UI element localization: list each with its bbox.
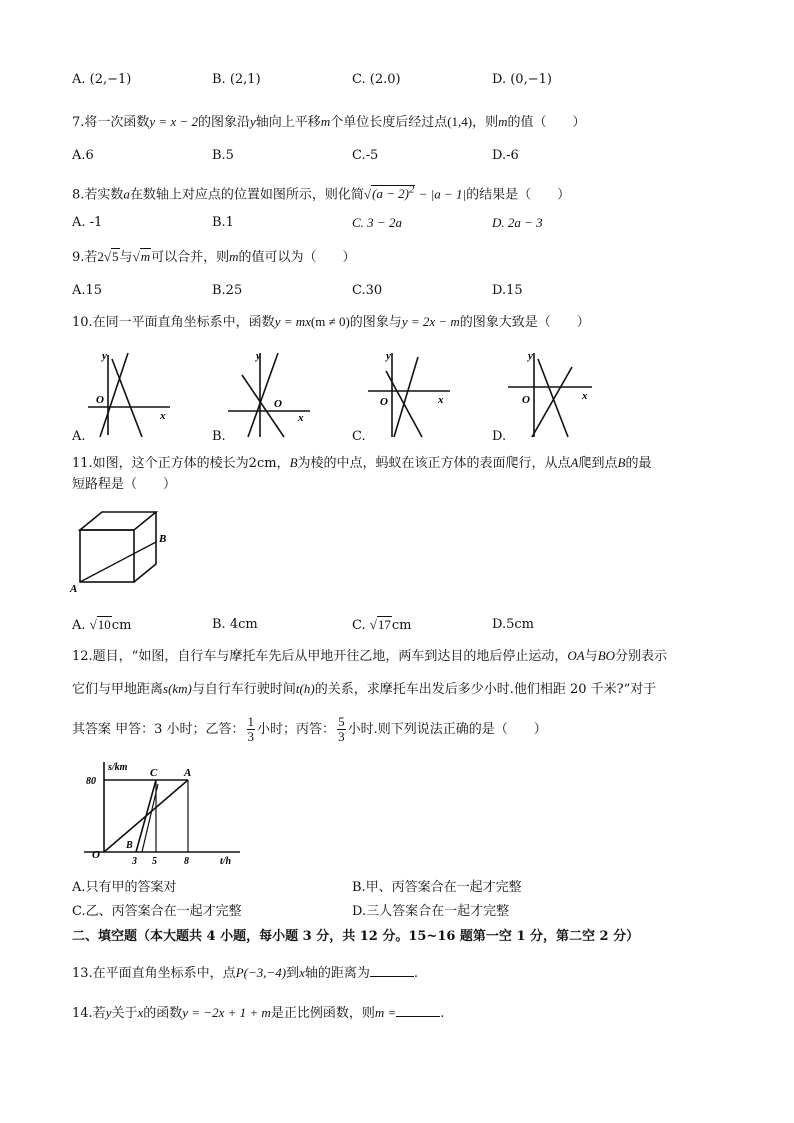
q11-stem-line1: 11.如图，这个正方体的棱长为2cm，B为棱的中点，蚂蚁在该正方体的表面爬行，从点A爬到点B的最 [72, 455, 652, 471]
q11-cube-figure [68, 500, 178, 595]
axis-label-y: y [102, 350, 107, 362]
q9-option-b: B.25 [212, 283, 243, 298]
q10-graph-b [220, 345, 330, 440]
q7-stem: 7.将一次函数y = x − 2的图象沿y轴向上平移m个单位长度后经过点(1,4)，则m的值（ ） [72, 114, 586, 130]
origin-label: O [96, 394, 104, 406]
q14-answer-blank[interactable] [396, 1016, 440, 1017]
origin-label: O [380, 396, 388, 408]
q14-stem: 14.若y关于x的函数y = −2x + 1 + m是正比例函数，则m = . [72, 1005, 445, 1021]
q12-stem-line2: 它们与甲地距离s(km)与自行车行驶时间t(h)的关系，求摩托车出发后多少小时.他们相距 20 千米?”对于 [72, 681, 657, 697]
q9-option-c: C.30 [352, 283, 383, 298]
q7-option-d: D.-6 [492, 148, 519, 163]
q7-option-a: A.6 [72, 148, 94, 163]
point-c-label: C [150, 767, 158, 779]
q12-stem-line3: 其答案 甲答：3 小时；乙答： $\frac{1}{3}$ 小时；丙答： $\frac{5}{3}$ 小时.则下列说法正确的是（ ） [72, 714, 547, 744]
x-tick-8: 8 [184, 856, 189, 866]
q8-stem: 8.若实数a在数轴上对应点的位置如图所示，则化简$√(a - 2)^2 - |a - 1|$的结果是（ ） [72, 184, 571, 203]
q12-option-c: C.乙、丙答案合在一起才完整 [72, 904, 242, 919]
q10-graph-d [500, 345, 610, 440]
q7-option-b: B.5 [212, 148, 234, 163]
q11-option-d: D.5cm [492, 617, 534, 632]
q7-option-c: C.-5 [352, 148, 379, 163]
q13-answer-blank[interactable] [370, 976, 414, 977]
axis-label-y: y [256, 350, 261, 362]
q6-option-a: A. (2,−1) [72, 72, 132, 87]
q8-option-d: D. 2a − 3 [492, 215, 543, 230]
q12-option-a: A.只有甲的答案对 [72, 880, 177, 895]
q12-stem-line1: 12.题目，“如图，自行车与摩托车先后从甲地开往乙地，两车到达目的地后停止运动，OA与BO分别表示 [72, 648, 668, 664]
point-b-label: B [126, 840, 133, 851]
axis-label-y: y [386, 350, 391, 362]
origin-label: O [274, 398, 282, 410]
q9-option-a: A.15 [72, 283, 103, 298]
origin-label: O [92, 849, 100, 861]
q10-graph-a [80, 345, 190, 440]
fraction-five-thirds: $\frac{5}{3}$ [338, 714, 345, 744]
point-a-label: A [70, 583, 78, 595]
fraction-one-third: $\frac{1}{3}$ [247, 714, 255, 744]
x-tick-5: 5 [152, 856, 157, 866]
q10-option-c: C. [352, 429, 366, 444]
q13-stem: 13.在平面直角坐标系中，点P(−3,−4)到x轴的距离为 . [72, 965, 419, 981]
section-2-heading: 二、填空题（本大题共 4 小题，每小题 3 分，共 12 分。15~16 题第一空 1 分，第二空 2 分） [72, 929, 640, 944]
q9-option-d: D.15 [492, 283, 523, 298]
point-a-label: A [184, 767, 192, 779]
q10-graph-c [360, 345, 470, 440]
q8-option-b: B.1 [212, 215, 234, 230]
q10-stem: 10.在同一平面直角坐标系中，函数y = mx(m ≠ 0)的图象与y = 2x − m的图象大致是（ ） [72, 314, 590, 330]
q6-option-c: C. (2.0) [352, 72, 401, 87]
x-axis-label: t/h [220, 856, 232, 866]
x-tick-3: 3 [132, 856, 137, 866]
q12-option-d: D.三人答案合在一起才完整 [352, 904, 510, 919]
y-tick-80: 80 [86, 776, 96, 787]
q9-stem: 9.若2√5与√m可以合并，则m的值可以为（ ） [72, 249, 356, 265]
q12-distance-time-chart [80, 758, 250, 866]
q6-option-d: D. (0,−1) [492, 72, 552, 87]
q10-option-d: D. [492, 429, 507, 444]
q8-option-c: C. 3 − 2a [352, 215, 402, 230]
q11-option-b: B. 4cm [212, 617, 258, 632]
axis-label-x: x [298, 412, 304, 424]
q12-option-b: B.甲、丙答案合在一起才完整 [352, 880, 522, 895]
q11-stem-line2: 短路程是（ ） [72, 477, 177, 492]
q8-option-a: A. -1 [72, 215, 103, 230]
axis-label-x: x [160, 410, 166, 422]
q10-option-b: B. [212, 429, 226, 444]
q11-option-a: A. √10cm [72, 617, 132, 633]
q6-option-b: B. (2,1) [212, 72, 261, 87]
origin-label: O [522, 394, 530, 406]
y-axis-label: s/km [108, 762, 128, 773]
q11-option-c: C. √17cm [352, 617, 412, 633]
axis-label-x: x [582, 390, 588, 402]
axis-label-x: x [438, 394, 444, 406]
axis-label-y: y [528, 350, 533, 362]
point-b-label: B [159, 533, 167, 545]
q10-option-a: A. [72, 429, 86, 444]
